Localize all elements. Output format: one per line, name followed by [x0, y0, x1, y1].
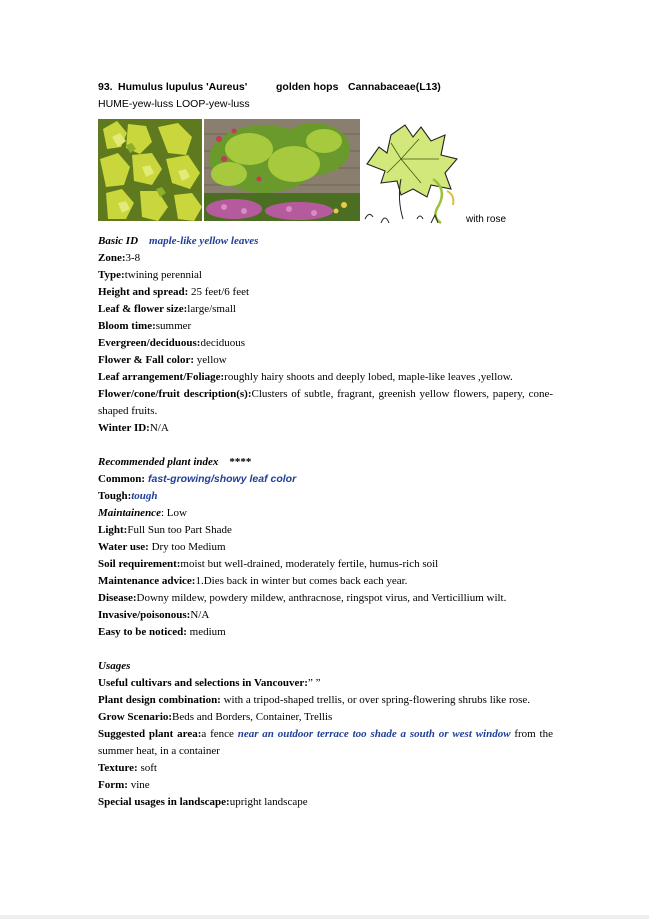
field-evergreen-deciduous: Evergreen/deciduous:deciduous [98, 337, 246, 349]
sketch-note: with rose [466, 214, 507, 225]
field-water-use: Water use: Dry too Medium [98, 541, 226, 553]
field-invasive-poisonous: Invasive/poisonous:N/A [98, 609, 210, 621]
field-grow-scenario: Grow Scenario:Beds and Borders, Container, Trellis [98, 711, 333, 723]
field-winter-id: Winter ID:N/A [98, 422, 169, 434]
field-flower-fall-color: Flower & Fall color: yellow [98, 354, 227, 366]
page-bottom-edge [0, 915, 649, 919]
field-bloom-time: Bloom time:summer [98, 320, 192, 332]
field-useful-cultivars: Useful cultivars and selections in Vancouver:” ” [98, 677, 321, 689]
family-name: Cannabaceae(L13) [348, 81, 441, 93]
field-leaf-flower-size: Leaf & flower size:large/small [98, 303, 236, 315]
field-flower-description: Flower/cone/fruit description(s):Clusters of subtle, fragrant, greenish yellow flowers, papery, cone-shaped fruits. [98, 388, 553, 417]
common-name: golden hops [276, 81, 339, 93]
field-suggested-plant-area: Suggested plant area:a fence near an outdoor terrace too shade a south or west window from the summer heat, in a container [98, 728, 553, 757]
botanical-name: Humulus lupulus 'Aureus' [118, 81, 248, 93]
field-plant-design-combination: Plant design combination: with a tripod-shaped trellis, or over spring-flowering shrubs like rose. [98, 694, 531, 706]
field-maintainence: Maintainence: Low [98, 507, 187, 519]
field-type: Type:twining perennial [98, 269, 202, 281]
field-common: Common: fast-growing/showy leaf color [98, 473, 297, 485]
field-height-spread: Height and spread: 25 feet/6 feet [98, 286, 250, 298]
field-zone: Zone:3-8 [98, 252, 141, 264]
field-maintenance-advice: Maintenance advice:1.Dies back in winter but comes back each year. [98, 575, 408, 587]
pronunciation: HUME-yew-luss LOOP-yew-luss [98, 98, 250, 110]
field-soil-requirement: Soil requirement:moist but well-drained, moderately fertile, humus-rich soil [98, 558, 439, 570]
field-form: Form: vine [98, 779, 150, 791]
field-texture: Texture: soft [98, 762, 157, 774]
field-special-usages: Special usages in landscape:upright landscape [98, 796, 308, 808]
index-stars: **** [229, 456, 252, 468]
entry-number: 93. [98, 81, 113, 93]
photo-wall-climber [204, 119, 360, 221]
basic-id-heading: Basic ID maple-like yellow leaves [98, 235, 259, 247]
field-easy-to-notice: Easy to be noticed: medium [98, 626, 226, 638]
leaf-sketch [361, 119, 465, 225]
usages-heading: Usages [98, 660, 131, 672]
index-heading: Recommended plant index **** [98, 456, 252, 468]
field-tough: Tough:tough [98, 490, 158, 502]
photo-yellow-leaves [98, 119, 202, 221]
field-disease: Disease:Downy mildew, powdery mildew, anthracnose, ringspot virus, and Verticillium wilt. [98, 592, 507, 604]
field-light: Light:Full Sun too Part Shade [98, 524, 232, 536]
field-leaf-arrangement: Leaf arrangement/Foliage:roughly hairy shoots and deeply lobed, maple-like leaves ,yellow. [98, 371, 513, 383]
basic-id-summary: maple-like yellow leaves [149, 235, 259, 247]
